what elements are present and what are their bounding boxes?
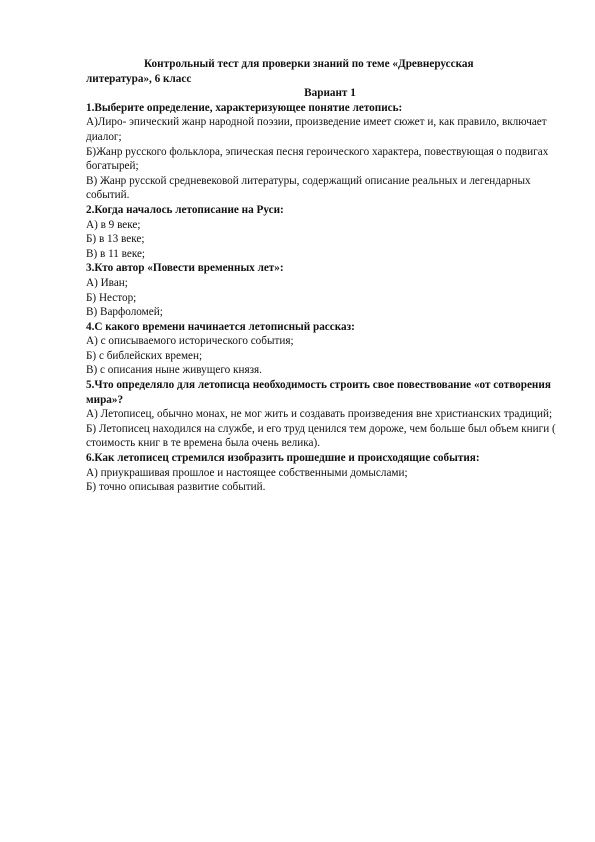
answer-4b: Б) с библейских времен; — [86, 349, 203, 362]
answer-2a: А) в 9 веке; — [86, 218, 141, 231]
answer-5a: А) Летописец, обычно монах, не мог жить и создавать произведения вне христианских традиций; — [86, 408, 553, 421]
answer-3b: Б) Нестор; — [86, 291, 137, 304]
document-content — [86, 57, 556, 495]
question-2: 2.Когда началось летописание на Руси: — [86, 203, 284, 216]
question-4: 4.С какого времени начинается летописный рассказ: — [86, 320, 355, 333]
answer-4a: А) с описываемого исторического события; — [86, 335, 294, 348]
answer-2b: Б) в 13 веке; — [86, 233, 145, 246]
variant-heading: Вариант 1 — [304, 87, 356, 100]
answer-3c: В) Варфоломей; — [86, 306, 163, 319]
question-3: 3.Кто автор «Повести временных лет»: — [86, 262, 284, 275]
answer-2c: В) в 11 веке; — [86, 247, 146, 260]
question-6: 6.Как летописец стремился изобразить прошедшие и происходящие события: — [86, 452, 480, 465]
answer-5b: Б) Летописец находился на службе, и его труд ценился тем дороже, чем больше был объем книги ( стоимость книг в те времена была очень велика). — [86, 422, 556, 450]
answer-3a: А) Иван; — [86, 276, 128, 289]
document-title-line: Контрольный тест для проверки знаний по теме «Древнерусская — [144, 58, 474, 70]
answer-1a: А)Лиро- эпический жанр народной поэзии, произведение имеет сюжет и, как правило, включает диалог; — [86, 116, 547, 143]
question-5: 5.Что определяло для летописца необходимость строить свое повествование «от сотворения мира»? — [86, 379, 551, 406]
answer-6a: А) приукрашивая прошлое и настоящее собственными домыслами; — [86, 466, 408, 479]
answer-4c: В) с описания ныне живущего князя. — [86, 364, 262, 377]
document-title — [86, 57, 556, 86]
answer-1b: Б)Жанр русского фольклора, эпическая песня героического характера, повествующая о подвигах богатырей; — [86, 145, 549, 173]
answer-1c: В) Жанр русской средневековой литературы, содержащий описание реальных и легендарных событий. — [86, 174, 531, 202]
question-1: 1.Выберите определение, характеризующее понятие летопись: — [86, 101, 403, 114]
answer-6b: Б) точно описывая развитие событий. — [86, 481, 266, 494]
document-title-line: литература», 6 класс — [86, 72, 192, 85]
